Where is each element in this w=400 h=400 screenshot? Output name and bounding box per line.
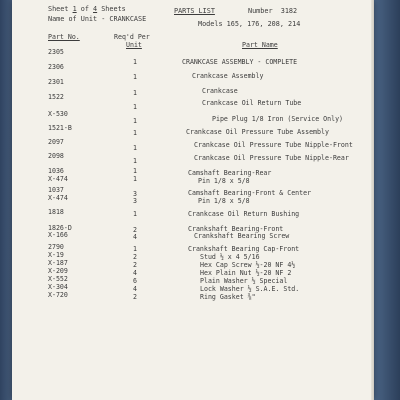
part-name: Hex Plain Nut ½-20 NF 2 <box>200 269 292 277</box>
part-qty: 1 <box>133 73 137 81</box>
part-qty: 1 <box>133 167 137 175</box>
part-name: CRANKCASE ASSEMBLY - COMPLETE <box>182 58 298 66</box>
sheet-of: of <box>80 5 89 13</box>
part-qty: 2 <box>133 253 137 261</box>
part-name: Crankcase <box>202 87 238 95</box>
part-name: Camshaft Bearing-Front & Center <box>188 189 312 197</box>
part-name: Crankcase Assembly <box>192 72 264 80</box>
part-number: 2301 <box>48 78 64 86</box>
backdrop-right <box>374 0 400 400</box>
part-number: X-187 <box>48 259 68 267</box>
part-number: X-530 <box>48 110 68 118</box>
sheet-number: 1 <box>72 5 77 13</box>
sheet-line <box>48 6 126 13</box>
sheet-label: Sheet <box>48 5 69 13</box>
part-number: 2305 <box>48 48 64 56</box>
column-req-line2: Unit <box>126 41 142 49</box>
part-qty: 1 <box>133 210 137 218</box>
part-qty: 3 <box>133 197 137 205</box>
column-part-name: Part Name <box>242 41 278 49</box>
part-number: X-552 <box>48 275 68 283</box>
column-part-no: Part No. <box>48 33 80 41</box>
part-qty: 2 <box>133 226 137 234</box>
part-number: 1037 <box>48 186 64 194</box>
part-number: 1826-D <box>48 224 72 232</box>
part-number: 1521-B <box>48 124 72 132</box>
part-name: Crankcase Oil Return Tube <box>202 99 302 107</box>
part-number: X-304 <box>48 283 68 291</box>
part-qty: 6 <box>133 277 137 285</box>
part-name: Stud ½ x 4 5/16 <box>200 253 260 261</box>
part-qty: 4 <box>133 285 137 293</box>
part-qty: 1 <box>133 117 137 125</box>
part-number: 1036 <box>48 167 64 175</box>
part-qty: 1 <box>133 245 137 253</box>
column-req-line1: Req'd Per <box>114 33 150 41</box>
part-number: 2306 <box>48 63 64 71</box>
part-name: Camshaft Bearing-Rear <box>188 169 272 177</box>
document-page <box>12 0 374 400</box>
document-number <box>248 8 297 15</box>
part-qty: 1 <box>133 103 137 111</box>
part-qty: 1 <box>133 144 137 152</box>
part-number: X-19 <box>48 251 64 259</box>
part-number: X-474 <box>48 194 68 202</box>
part-name: Crankshaft Bearing-Front <box>188 225 284 233</box>
part-number: X-209 <box>48 267 68 275</box>
part-number: 2097 <box>48 138 64 146</box>
part-name: Crankshaft Bearing Cap-Front <box>188 245 300 253</box>
part-number: 1522 <box>48 93 64 101</box>
part-number: 2790 <box>48 243 64 251</box>
number-value: 3182 <box>280 7 298 15</box>
unit-name: Name of Unit - CRANKCASE <box>48 15 147 23</box>
part-name: Ring Gasket ⅜" <box>200 293 256 301</box>
part-name: Crankcase Oil Pressure Tube Nipple-Rear <box>194 154 349 162</box>
part-qty: 4 <box>133 269 137 277</box>
part-number: X-166 <box>48 231 68 239</box>
part-name: Crankcase Oil Pressure Tube Assembly <box>186 128 329 136</box>
part-number: 1818 <box>48 208 64 216</box>
part-name: Pin 1/8 x 5/8 <box>198 197 250 205</box>
part-qty: 4 <box>133 233 137 241</box>
part-name: Plain Washer ½ Special <box>200 277 288 285</box>
part-number: 2098 <box>48 152 64 160</box>
part-qty: 1 <box>133 129 137 137</box>
part-qty: 3 <box>133 190 137 198</box>
part-qty: 1 <box>133 175 137 183</box>
models-line: Models 165, 176, 208, 214 <box>198 20 301 28</box>
sheet-total: 4 <box>93 5 98 13</box>
part-name: Crankcase Oil Pressure Tube Nipple-Front <box>194 141 353 149</box>
part-name: Pin 1/8 x 5/8 <box>198 177 250 185</box>
part-name: Hex Cap Screw ½-20 NF 4½ <box>200 261 296 269</box>
part-name: Crankshaft Bearing Screw <box>194 232 290 240</box>
part-name: Crankcase Oil Return Bushing <box>188 210 300 218</box>
page-title: PARTS LIST <box>174 7 215 15</box>
part-number: X-474 <box>48 175 68 183</box>
part-name: Pipe Plug 1/8 Iron (Service Only) <box>212 115 344 123</box>
part-name: Lock Washer ½ S.A.E. Std. <box>200 285 300 293</box>
part-qty: 1 <box>133 58 137 66</box>
number-label: Number <box>248 7 273 15</box>
part-qty: 1 <box>133 157 137 165</box>
part-qty: 2 <box>133 261 137 269</box>
sheets-label: Sheets <box>101 5 126 13</box>
part-number: X-720 <box>48 291 68 299</box>
part-qty: 2 <box>133 293 137 301</box>
part-qty: 1 <box>133 89 137 97</box>
